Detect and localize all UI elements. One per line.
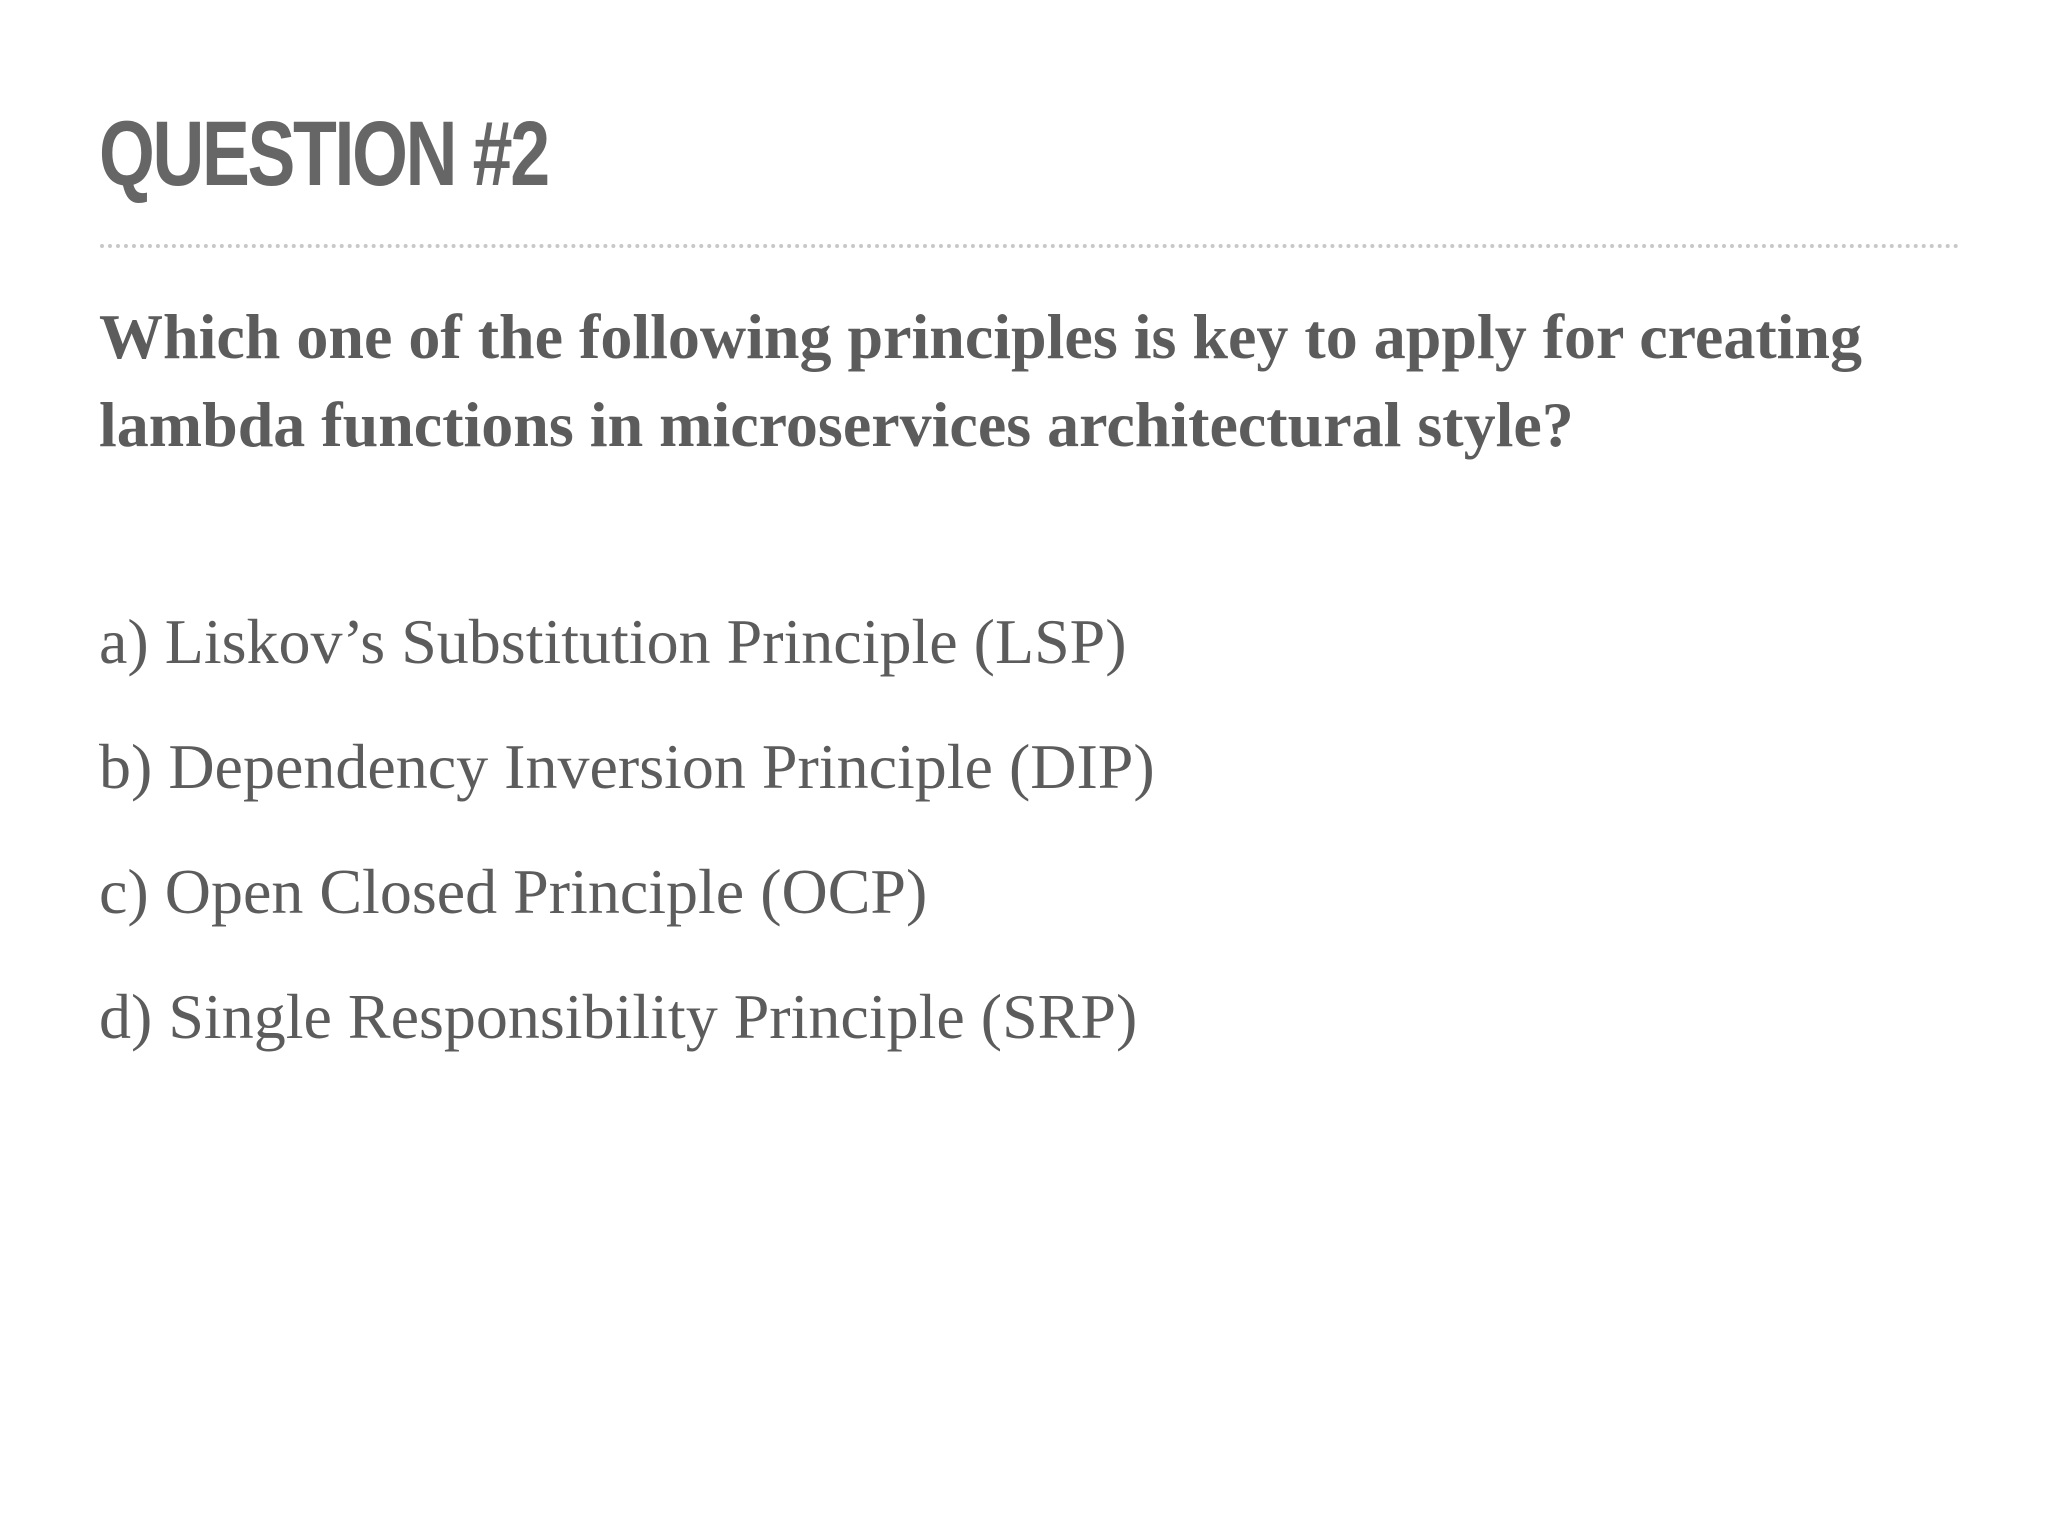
answer-option-a: a) Liskov’s Substitution Principle (LSP) <box>99 606 1127 677</box>
question-text: Which one of the following principles is key to apply for creating lambda functions in microservices architectural style? <box>99 301 1862 460</box>
dotted-divider <box>100 244 1960 248</box>
answer-option-d: d) Single Responsibility Principle (SRP) <box>99 981 1138 1052</box>
answer-options-list <box>99 598 1155 1098</box>
slide-title: QUESTION #2 <box>99 103 548 205</box>
answer-option-b: b) Dependency Inversion Principle (DIP) <box>99 731 1155 802</box>
answer-option-c: c) Open Closed Principle (OCP) <box>99 856 928 927</box>
